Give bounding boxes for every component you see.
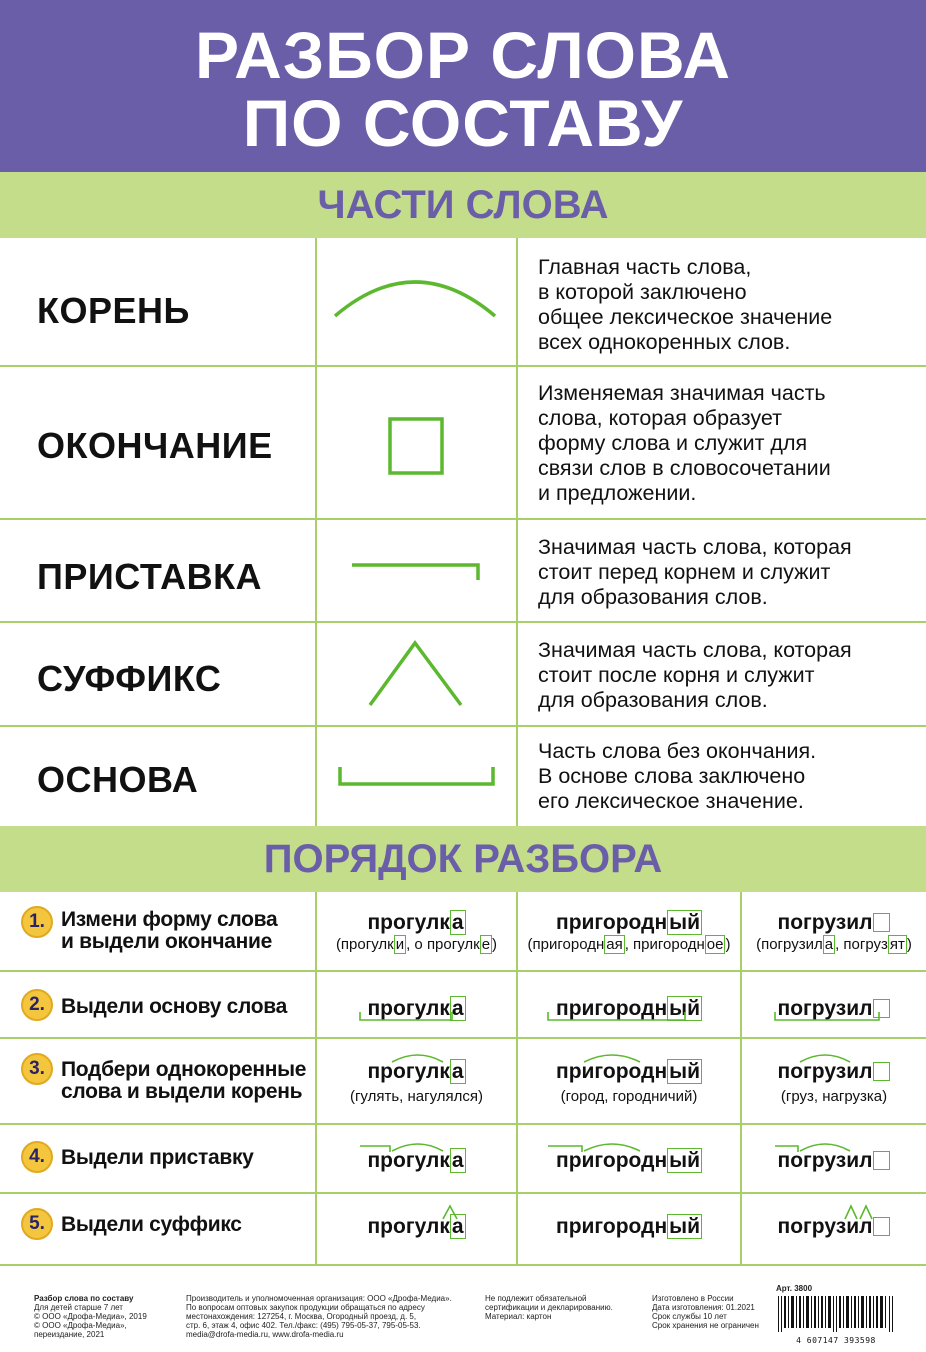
- word-forms: (пригородн ая , пригородн ое ): [527, 936, 731, 953]
- barcode-icon: [776, 1296, 896, 1332]
- step-number-badge: 4.: [21, 1141, 53, 1173]
- step-number-badge: 3.: [21, 1053, 53, 1085]
- step-text: Выдели суффикс: [61, 1213, 242, 1236]
- part-description: Значимая часть слова, которая стоит после корня и служит для образования слов.: [538, 638, 852, 712]
- footer-col4: Изготовлено в России Дата изготовления: 01.2021 Срок службы 10 лет Срок хранения не ограничен: [652, 1294, 759, 1330]
- footer-col3: Не подлежит обязательной сертификации и декларированию. Материал: картон: [485, 1294, 613, 1321]
- step-text: Выдели основу слова: [61, 995, 288, 1018]
- part-name: КОРЕНЬ: [37, 290, 190, 331]
- root-arc-mark: [584, 1144, 640, 1151]
- root-arc-mark: [800, 1055, 850, 1062]
- word-pogruzil: погрузил: [742, 911, 926, 935]
- word-pogruzil: погрузил: [742, 997, 926, 1021]
- base-bracket-mark: [775, 1012, 879, 1020]
- part-description: Изменяемая значимая часть слова, которая образует форму слова и служит для связи слов в словосочетании и предложении.: [538, 381, 831, 505]
- root-arc-mark: [392, 1144, 443, 1151]
- word-forms: (прогулк и , о прогулк е ): [335, 936, 498, 953]
- root-arc-mark: [584, 1055, 640, 1062]
- word-pogruzil: погрузил: [742, 1060, 926, 1084]
- section-title-parts: ЧАСТИ СЛОВА: [0, 172, 926, 238]
- part-name: ПРИСТАВКА: [37, 556, 263, 597]
- word-progulka: прогулка: [367, 1215, 464, 1238]
- word-progulka: прогулка: [367, 911, 464, 934]
- word-prigorodnyi: пригородный: [556, 911, 700, 934]
- root-arc-mark: [800, 1144, 850, 1151]
- part-description: Значимая часть слова, которая стоит перед корнем и служит для образования слов.: [538, 535, 852, 609]
- suffix-mark: [860, 1206, 872, 1219]
- base-bracket-mark: [360, 1012, 452, 1020]
- word-pogruzil: погрузил: [742, 1149, 926, 1173]
- word-progulka: прогулка: [367, 1060, 464, 1083]
- prefix-mark: [360, 1146, 390, 1152]
- step-text: Измени форму слова и выдели окончание: [61, 908, 278, 953]
- base-bracket-mark: [548, 1012, 685, 1020]
- word-pogruzil: погрузил: [742, 1215, 926, 1239]
- title-line-1: РАЗБОР СЛОВА: [194, 18, 732, 92]
- part-name: ОСНОВА: [37, 759, 199, 800]
- step-text: Подбери однокоренные слова и выдели корень: [61, 1058, 307, 1103]
- root-words: (город, городничий): [560, 1088, 698, 1105]
- root-words: (гулять, нагулялся): [349, 1088, 484, 1105]
- suffix-mark: [845, 1206, 857, 1219]
- root-words: (груз, нагрузка): [780, 1088, 888, 1105]
- part-name: СУФФИКС: [37, 658, 222, 699]
- step-number-badge: 5.: [21, 1208, 53, 1240]
- word-forms: (погрузил а , погруз ят ): [756, 936, 912, 953]
- footer-article: Арт. 3800: [776, 1284, 813, 1293]
- part-name: ОКОНЧАНИЕ: [37, 425, 273, 466]
- title-line-2: ПО СОСТАВУ: [242, 86, 684, 160]
- part-description: Часть слова без окончания. В основе слова заключено его лексическое значение.: [538, 739, 817, 813]
- barcode-number: 4 607147 393598: [796, 1336, 876, 1345]
- footer-product-title: Разбор слова по составу: [34, 1294, 134, 1303]
- word-progulka: прогулка: [367, 997, 464, 1020]
- root-arc-mark: [392, 1055, 443, 1062]
- word-prigorodnyi: пригородный: [556, 997, 700, 1020]
- word-prigorodnyi: пригородный: [556, 1149, 700, 1172]
- prefix-mark: [775, 1146, 798, 1152]
- word-progulka: прогулка: [367, 1149, 464, 1172]
- ending-highlight: ый: [669, 911, 700, 934]
- word-prigorodnyi: пригородный: [556, 1215, 700, 1238]
- footer-col2: Производитель и уполномоченная организация: ООО «Дрофа-Медиа». По вопросам оптовых закупок продукции обращаться по адресу местонахождения: 127254, г. Москва, Огородный проезд, д. 5, стр. 6, этаж 4, офис 402. Тел./факс: (495) 795-05-37, 795-05-53. media@drofa-media.ru, www.drofa-media.ru: [186, 1294, 452, 1339]
- ending-highlight: а: [451, 911, 464, 934]
- footer-col1: Для детей старше 7 лет © ООО «Дрофа-Медиа», 2019 © ООО «Дрофа-Медиа», переиздание, 2021: [34, 1303, 147, 1339]
- section-title-order: ПОРЯДОК РАЗБОРА: [0, 826, 926, 892]
- step-text: Выдели приставку: [61, 1146, 254, 1169]
- part-description: Главная часть слова, в которой заключено общее лексическое значение всех однокоренных слов.: [538, 255, 833, 354]
- step-number-badge: 2.: [21, 989, 53, 1021]
- prefix-mark: [548, 1146, 582, 1152]
- step-number-badge: 1.: [21, 906, 53, 938]
- suffix-mark: [443, 1206, 457, 1219]
- word-prigorodnyi: пригородный: [556, 1060, 700, 1083]
